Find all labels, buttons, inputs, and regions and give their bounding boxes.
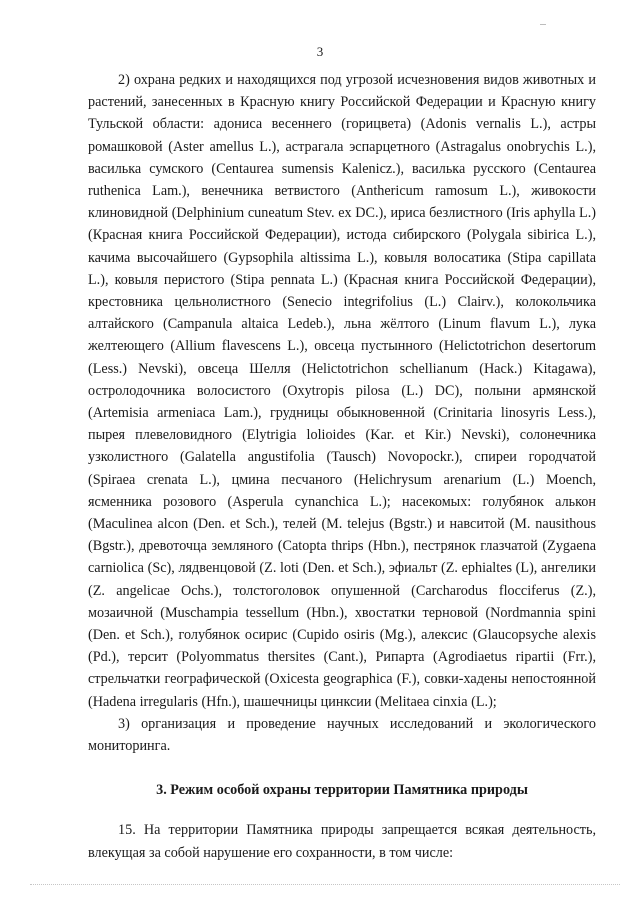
section-heading: 3. Режим особой охраны территории Памятника природы xyxy=(156,782,528,799)
paragraph-item-2: 2) охрана редких и находящихся под угрозой исчезновения видов животных и растений, занесенных в Красную книгу Российской Федерации и Красную книгу Тульской области: адониса весеннего (горицвета) (Adonis vernalis L.), астры ромашковой (Aster amellus L.), астрагала эспарцетного (Astragalus onobrychis L.), василька сумского (Centaurea sumensis Kalenicz.), василька русского (Centaurea ruthenica Lam.), венечника ветвистого (Anthericum ramosum L.), живокости клиновидной (Delphinium cuneatum Stev. ex DC.), ириса безлистного (Iris aphylla L.) (Красная книга Российской Федерации), истода сибирского (Polygala sibirica L.), качима высочайшего (Gypsophila altissima L.), ковыля волосатика (Stipa capillata L.), ковыля перистого (Stipa pennata L.) (Красная книга Российской Федерации), крестовника цельнолистного (Senecio integrifolius (L.) Clairv.), колокольчика алтайского (Campanula altaica Ledeb.), льна жёлтого (Linum flavum L.), лука желтеющего (Allium flavescens L.), овсеца пустынного (Helictotrichon desertorum (Less.) Nevski), овсеца Шелля (Helictotrichon schellianum (Hack.) Kitagawa), остролодочника волосистого (Oxytropis pilosa (L.) DC), полыни армянской (Artemisia armeniaca Lam.), грудницы обыкновенной (Crinitaria linosyris Less.), пырея плевеловидного (Elytrigia lolioides (Kar. et Kir.) Nevski), солонечника узколистного (Galatella angustifolia (Tausch) Novopockr.), спиреи городчатой (Spiraea crenata L.), цмина песчаного (Helichrysum arenarium (L.) Moench, ясменника розового (Asperula cynanchica L.); насекомых: голубянок алькон (Maculinea alcon (Den. et Sch.), телей (M. telejus (Bgstr.) и навситой (M. nausithous (Bgstr.), древоточца земляного (Catopta thrips (Hbn.), пестрянок глазчатой (Zygaena carniolica (Sc), лядвенцовой (Z. loti (Den. et Sch.), эфиальт (Z. ephialtes (L), ангелики (Z. angelicae Ochs.), толстоголовок опушенной (Carcharodus flocciferus (Z.), мозаичной (Muschampia tessellum (Hbn.), хвостатки терновой (Nordmannia spini (Den. et Sch.), голубянок осирис (Cupido osiris (Mg.), алексис (Glaucopsyche alexis (Pd.), терсит (Polyommatus thersites (Cant.), Рипарта (Agrodiaetus ripartii (Frr.), стрельчатки географической (Oxicesta geographica (F.), совки-хадены непостоянной (Hadena irregularis (Hfn.), шашечницы цинксии (Melitaea cinxia (L.); xyxy=(88,72,596,710)
scan-edge-noise xyxy=(30,884,620,886)
clause-15: 15. На территории Памятника природы запрещается всякая деятельность, влекущая за собой нарушение его сохранности, в том числе: xyxy=(88,822,596,861)
page-number: 3 xyxy=(316,44,324,59)
paragraph-item-3: 3) организация и проведение научных исследований и экологического мониторинга. xyxy=(88,715,596,755)
scan-mark xyxy=(540,24,546,25)
document-body xyxy=(88,69,596,864)
